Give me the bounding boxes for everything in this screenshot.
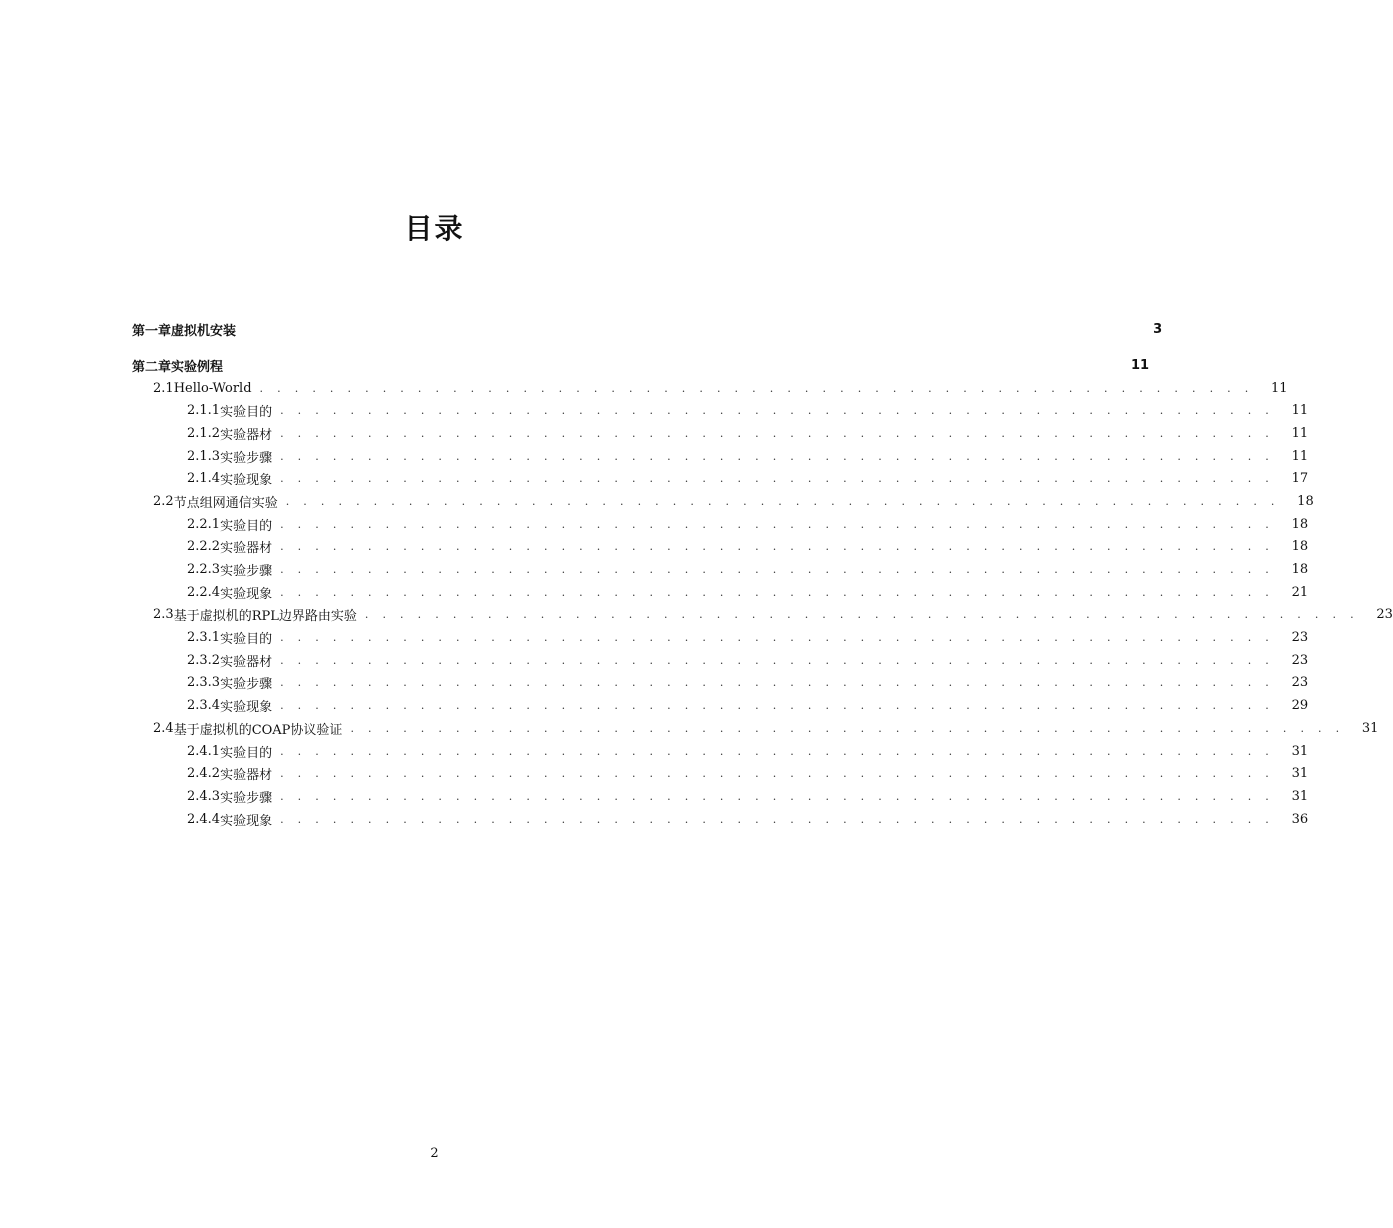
entry-label: 实验器材 [220,654,273,670]
entry-page: 17 [1291,471,1309,487]
entry-page: 31 [1291,766,1309,782]
toc-section-entry[interactable] [132,604,1393,627]
entry-page: 23 [1291,675,1309,691]
entry-label: 实验目的 [220,518,273,534]
toc-title: 目录 [404,212,465,245]
entry-number: 2.3 [153,607,174,623]
entry-number: 2.4.4 [187,811,221,827]
toc-subsection-entry[interactable] [132,513,1309,536]
entry-label: Hello-World [173,380,252,396]
entry-label: 实验步骤 [220,564,273,580]
entry-page: 18 [1291,516,1309,532]
dot-leader: . . . . . . . . . . . . . . . . . . . . . . . . . . . . . . . . . . . . . . . . . . . . . . . . . . . . . . . . . [280,631,1275,645]
footer-page-number: 2 [430,1146,439,1161]
entry-number: 2.3.3 [187,675,221,691]
entry-number: 2.2.4 [187,584,221,600]
entry-number: 2.1.3 [187,448,221,464]
entry-page: 23 [1291,630,1309,646]
dot-leader: . . . . . . . . . . . . . . . . . . . . . . . . . . . . . . . . . . . . . . . . . . . . . . . . . . . . . . . . . [285,494,1280,508]
toc-subsection-entry[interactable] [132,422,1309,445]
dot-leader: . . . . . . . . . . . . . . . . . . . . . . . . . . . . . . . . . . . . . . . . . . . . . . . . . . . . . . . . . [280,812,1275,826]
entry-label: 基于虚拟机的COAP协议验证 [173,722,343,738]
entry-number: 第一章 [132,323,172,339]
dot-leader: . . . . . . . . . . . . . . . . . . . . . . . . . . . . . . . . . . . . . . . . . . . . . . . . . . . . . . . . . [280,699,1275,713]
entry-page: 36 [1291,811,1309,827]
entry-number: 第二章 [132,359,172,375]
entry-number: 2.1.1 [187,403,221,419]
entry-label: 实验步骤 [220,677,273,693]
entry-number: 2.3.4 [187,698,221,714]
entry-label: 虚拟机安装 [171,323,237,339]
entry-number: 2.1.4 [187,471,221,487]
entry-page: 21 [1291,584,1309,600]
toc-subsection-entry[interactable] [132,808,1309,831]
entry-page: 11 [1131,357,1150,373]
entry-number: 2.2.3 [187,562,221,578]
entry-label: 基于虚拟机的RPL边界路由实验 [173,609,357,625]
toc-section-entry[interactable] [132,377,1288,400]
entry-label: 实验例程 [171,359,224,375]
entry-label: 实验器材 [220,541,273,557]
entry-label: 实验现象 [220,700,273,716]
toc-subsection-entry[interactable] [132,536,1309,559]
toc-subsection-entry[interactable] [132,399,1309,422]
toc-subsection-entry[interactable] [132,672,1309,695]
entry-page: 23 [1291,652,1309,668]
dot-leader: . . . . . . . . . . . . . . . . . . . . . . . . . . . . . . . . . . . . . . . . . . . . . . . . . . . . . . . . . [280,585,1275,599]
toc-subsection-entry[interactable] [132,467,1309,490]
entry-label: 实验目的 [220,632,273,648]
toc-subsection-entry[interactable] [132,581,1309,604]
entry-number: 2.3.1 [187,630,221,646]
entry-number: 2.4 [153,720,174,736]
table-of-contents [132,318,1393,830]
dot-leader: . . . . . . . . . . . . . . . . . . . . . . . . . . . . . . . . . . . . . . . . . . . . . . . . . . . . . . . . . [280,472,1275,486]
entry-label: 实验现象 [220,473,273,489]
entry-number: 2.2.2 [187,539,221,555]
entry-page: 11 [1271,380,1288,396]
toc-chapter-entry[interactable] [132,318,1163,340]
toc-subsection-entry[interactable] [132,740,1309,763]
toc-subsection-entry[interactable] [132,694,1309,717]
entry-page: 23 [1376,607,1393,623]
dot-leader: . . . . . . . . . . . . . . . . . . . . . . . . . . . . . . . . . . . . . . . . . . . . . . . . . . . . . . . . . [280,540,1275,554]
entry-number: 2.3.2 [187,652,221,668]
entry-number: 2.2.1 [187,516,221,532]
entry-label: 实验现象 [220,813,273,829]
dot-leader: . . . . . . . . . . . . . . . . . . . . . . . . . . . . . . . . . . . . . . . . . . . . . . . . . . . . . . . . . [280,563,1275,577]
toc-section-entry[interactable] [132,717,1379,740]
entry-number: 2.1 [153,380,174,396]
entry-label: 实验目的 [220,405,273,421]
entry-number: 2.4.2 [187,766,221,782]
dot-leader: . . . . . . . . . . . . . . . . . . . . . . . . . . . . . . . . . . . . . . . . . . . . . . . . . . . . . . . . . [364,608,1359,622]
toc-subsection-entry[interactable] [132,626,1309,649]
entry-label: 实验器材 [220,427,273,443]
entry-label: 实验步骤 [220,450,273,466]
toc-subsection-entry[interactable] [132,558,1309,581]
entry-label: 实验目的 [220,745,273,761]
dot-leader: . . . . . . . . . . . . . . . . . . . . . . . . . . . . . . . . . . . . . . . . . . . . . . . . . . . . . . . . . [280,744,1275,758]
toc-chapter-entry[interactable] [132,354,1150,377]
entry-number: 2.4.1 [187,743,221,759]
toc-subsection-entry[interactable] [132,445,1309,468]
dot-leader: . . . . . . . . . . . . . . . . . . . . . . . . . . . . . . . . . . . . . . . . . . . . . . . . . . . . . . . . . [280,767,1275,781]
toc-subsection-entry[interactable] [132,785,1309,808]
dot-leader: . . . . . . . . . . . . . . . . . . . . . . . . . . . . . . . . . . . . . . . . . . . . . . . . . . . . . . . . . [280,449,1275,463]
entry-label: 节点组网通信实验 [173,495,278,511]
dot-leader: . . . . . . . . . . . . . . . . . . . . . . . . . . . . . . . . . . . . . . . . . . . . . . . . . . . . . . . . . [280,404,1275,418]
dot-leader: . . . . . . . . . . . . . . . . . . . . . . . . . . . . . . . . . . . . . . . . . . . . . . . . . . . . . . . . . [259,381,1254,395]
dot-leader: . . . . . . . . . . . . . . . . . . . . . . . . . . . . . . . . . . . . . . . . . . . . . . . . . . . . . . . . . [280,517,1275,531]
dot-leader: . . . . . . . . . . . . . . . . . . . . . . . . . . . . . . . . . . . . . . . . . . . . . . . . . . . . . . . . . [280,653,1275,667]
entry-label: 实验器材 [220,768,273,784]
entry-label: 实验现象 [220,586,273,602]
toc-subsection-entry[interactable] [132,762,1309,785]
toc-subsection-entry[interactable] [132,649,1309,672]
entry-page: 18 [1297,493,1314,509]
entry-page: 18 [1291,539,1309,555]
entry-page: 3 [1153,321,1163,337]
entry-page: 18 [1291,562,1309,578]
entry-page: 11 [1291,403,1309,419]
entry-page: 31 [1291,788,1309,804]
entry-page: 31 [1361,720,1379,736]
entry-number: 2.1.2 [187,425,221,441]
entry-page: 11 [1291,425,1309,441]
entry-page: 11 [1291,448,1309,464]
toc-section-entry[interactable] [132,490,1314,513]
entry-number: 2.4.3 [187,788,221,804]
dot-leader: . . . . . . . . . . . . . . . . . . . . . . . . . . . . . . . . . . . . . . . . . . . . . . . . . . . . . . . . . [280,789,1275,803]
dot-leader: . . . . . . . . . . . . . . . . . . . . . . . . . . . . . . . . . . . . . . . . . . . . . . . . . . . . . . . . . [350,721,1345,735]
entry-number: 2.2 [153,493,174,509]
entry-page: 29 [1291,698,1309,714]
dot-leader: . . . . . . . . . . . . . . . . . . . . . . . . . . . . . . . . . . . . . . . . . . . . . . . . . . . . . . . . . [280,426,1275,440]
entry-label: 实验步骤 [220,790,273,806]
dot-leader: . . . . . . . . . . . . . . . . . . . . . . . . . . . . . . . . . . . . . . . . . . . . . . . . . . . . . . . . . [280,676,1275,690]
entry-page: 31 [1291,743,1309,759]
